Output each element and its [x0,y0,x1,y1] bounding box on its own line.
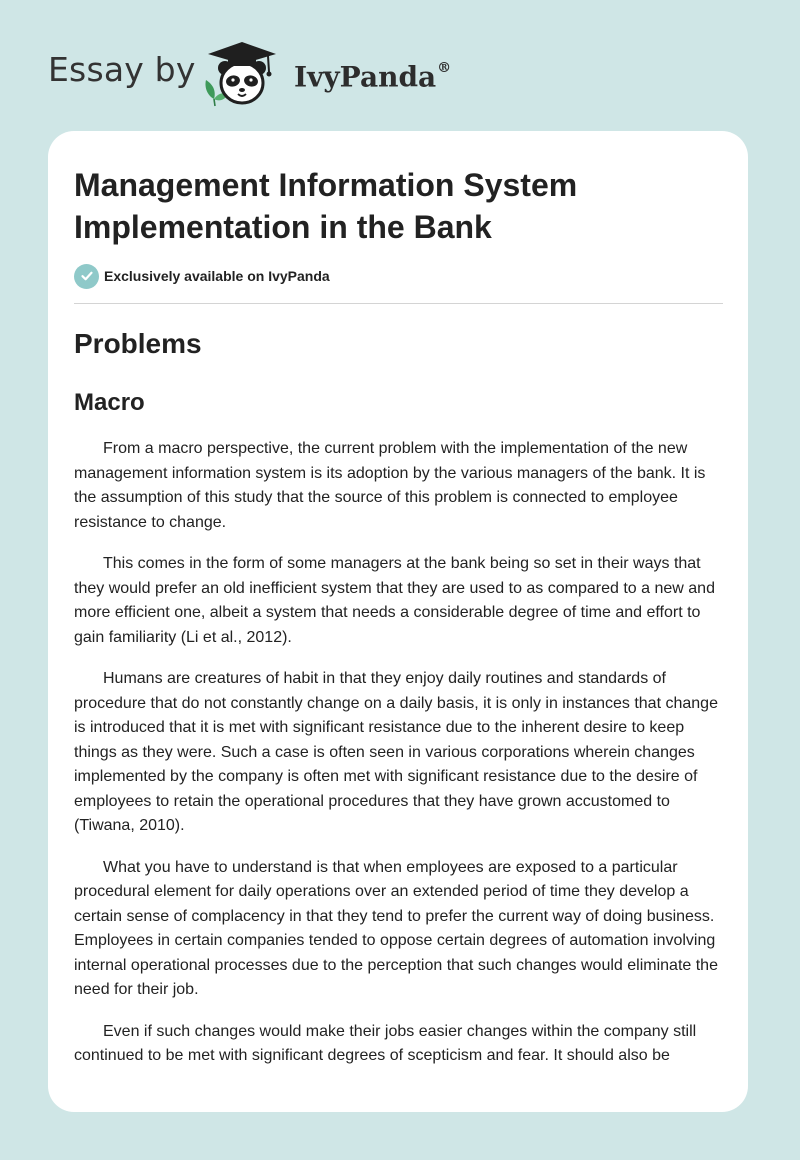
site-header [0,0,800,130]
exclusive-badge [74,263,330,289]
page-title: Management Information System Implementation in the Bank [74,167,578,245]
paragraph: From a macro perspective, the current problem with the implementation of the new management information system is its adoption by the various managers of the bank. It is the assumption of this study that the source of this problem is connected to employee resistance to change. [74,440,706,531]
paragraph: What you have to understand is that when employees are exposed to a particular procedural element for daily operations over an extended period of time they develop a certain sense of complacency in that they tend to prefer the current way of doing business. Employees in certain companies tended to oppose certain degrees of automation involving internal operational processes due to the perception that such changes would eliminate the need for their job. [74,858,718,998]
brand-name[interactable] [294,54,451,95]
paragraph: This comes in the form of some managers at the bank being so set in their ways that they would prefer an old inefficient system that they are used to as compared to a new and more efficient one, albeit a system that needs a considerable degree of time and effort to gain familiarity (Li et al., 2012). [74,555,715,646]
brand-text: IvyPanda [294,60,437,94]
divider [74,303,723,304]
exclusive-label: Exclusively available on IvyPanda [104,268,330,284]
paragraph: Humans are creatures of habit in that they enjoy daily routines and standards of procedure that do not constantly change on a daily basis, it is only in instances that change is introduced that it is met with significant resistance due to the inherent desire to keep things as they were. Such a case is often seen in various corporations wherein changes implemented by the company is often met with significant resistance due to the desire of employees to retain the operational procedures that they have grown accustomed to (Tiwana, 2010). [74,670,718,834]
article-card [48,131,748,1112]
panda-graduate-logo-icon[interactable] [200,36,284,110]
registered-mark: ® [437,60,452,76]
subsection-heading: Macro [74,389,145,416]
checkmark-icon [74,264,99,289]
article-body [74,437,724,1086]
paragraph: Even if such changes would make their jobs easier changes within the company still continued to be met with significant degrees of scepticism and fear. It should also be [74,1022,697,1064]
section-heading: Problems [74,328,202,359]
essay-by-label: Essay by [48,50,196,89]
